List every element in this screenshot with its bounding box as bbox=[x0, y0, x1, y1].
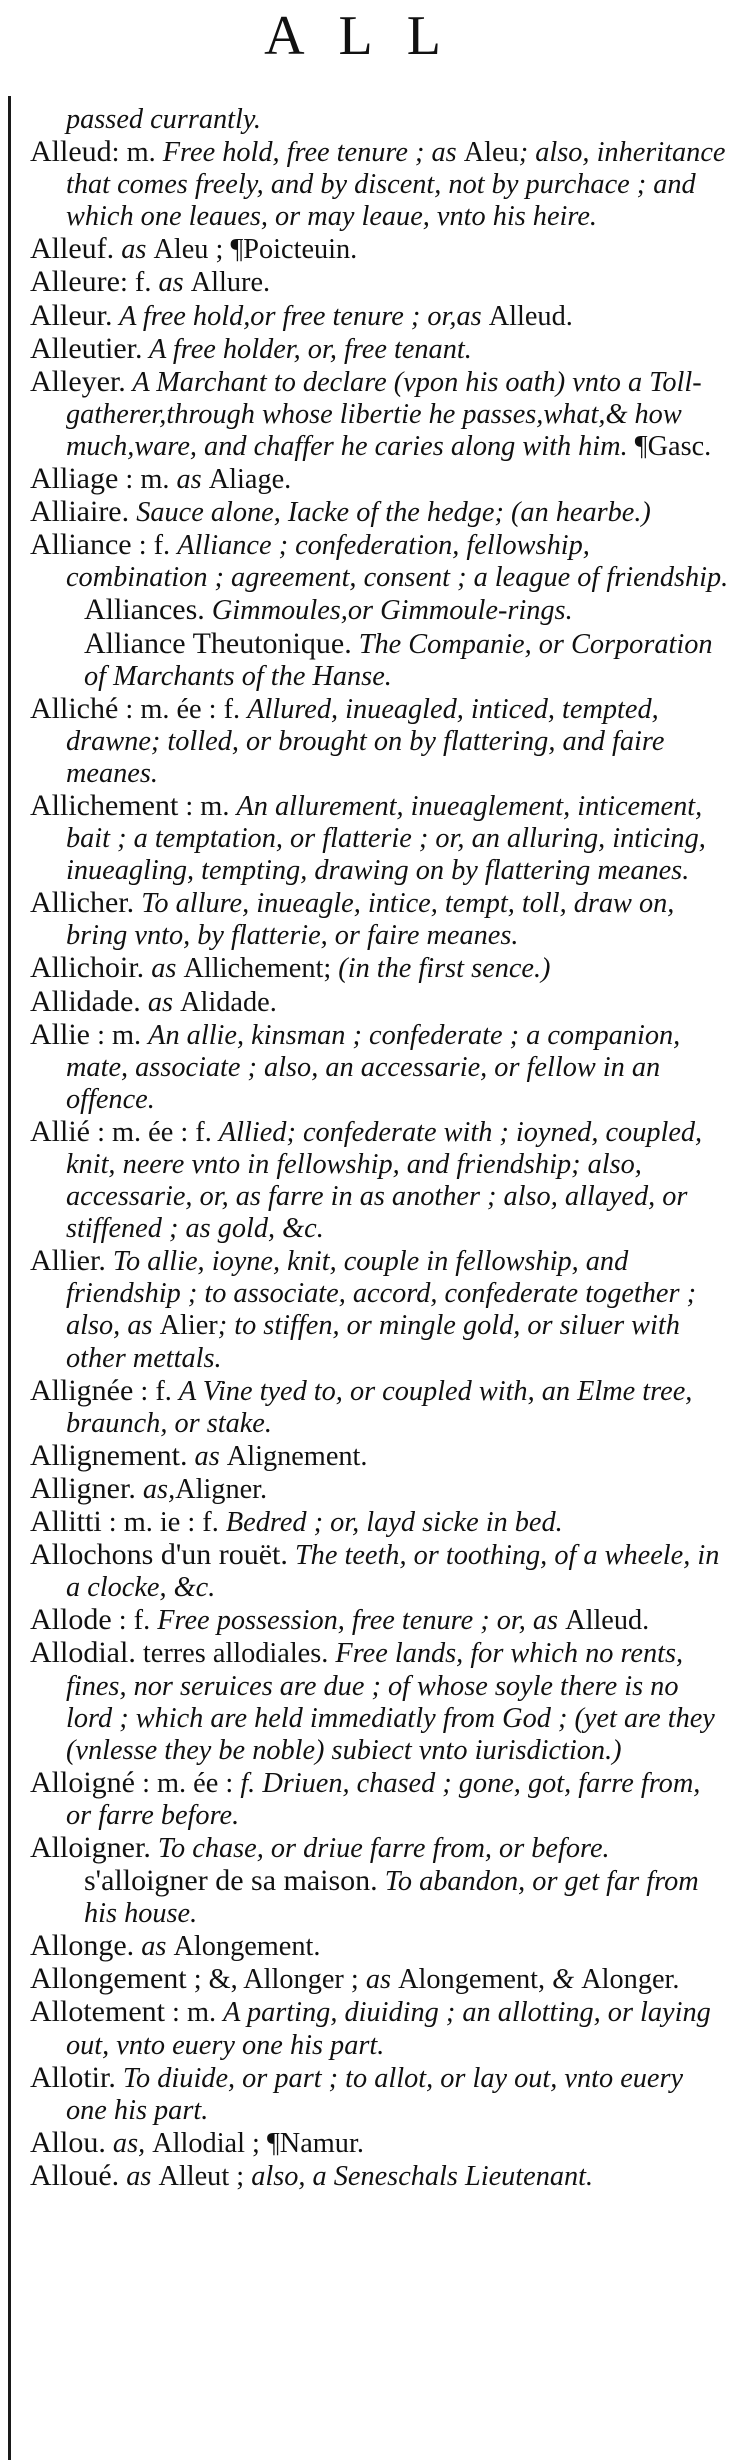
dictionary-entry bbox=[30, 1440, 730, 1473]
entry-headword: Allitti bbox=[30, 1505, 102, 1539]
dictionary-entry bbox=[30, 1019, 730, 1116]
entry-text: Allured, inueagled, inticed, tempted, drawne; tolled, or brought on by flattering, and faire meanes. bbox=[66, 693, 665, 789]
entry-text: Allure. bbox=[190, 267, 271, 299]
entry-headword: Allotement bbox=[30, 1995, 165, 2029]
entry-headword: Alloué. bbox=[30, 2158, 120, 2192]
dictionary-entry bbox=[30, 1539, 730, 1604]
entry-text: To allure, inueagle, intice, tempt, toll, draw on, bring vnto, by flatterie, or faire meanes. bbox=[66, 888, 675, 952]
entry-text: : m. ée : f. bbox=[90, 1116, 219, 1148]
entry-text: Alongement, bbox=[398, 1964, 553, 1996]
entry-text: ; also, inheritance that comes freely, and by discent, not by purchace ; and which one leaues, or may leaue, vnto his heire. bbox=[66, 137, 726, 233]
dictionary-entry bbox=[30, 2062, 730, 2127]
entry-headword: Alligner. bbox=[30, 1471, 136, 1505]
entry-headword: Alleuf. bbox=[30, 232, 115, 266]
entry-text: Free possession, free tenure ; or, as bbox=[157, 1605, 566, 1637]
entry-text: : m. ée : f. bbox=[118, 693, 248, 725]
entry-text: as, bbox=[105, 2127, 153, 2159]
entry-text: as, bbox=[135, 1473, 176, 1505]
dictionary-entry bbox=[30, 366, 730, 463]
dictionary-entry bbox=[30, 496, 730, 529]
dictionary-entry bbox=[30, 300, 730, 333]
entry-text: To allie, ioyne, knit, couple in fellowship, and friendship ; to associate, accord, confederate together ; also, as bbox=[66, 1246, 696, 1342]
entry-text: & bbox=[552, 1964, 582, 1996]
dictionary-entry bbox=[30, 952, 730, 985]
entry-headword: Alliché bbox=[30, 691, 119, 725]
entry-headword: Alliance bbox=[30, 528, 132, 562]
dictionary-entry bbox=[30, 529, 730, 594]
entry-headword: Allignée bbox=[30, 1373, 134, 1407]
entry-text: A parting, diuiding ; an allotting, or laying out, vnto euery one his part. bbox=[66, 1997, 711, 2061]
entry-text: Alignement. bbox=[226, 1440, 368, 1472]
entry-text: Alier bbox=[159, 1310, 218, 1342]
entry-headword: Alliaire. bbox=[30, 495, 130, 529]
entry-text: Allodial ; ¶Namur. bbox=[152, 2127, 364, 2159]
entry-headword: Alleure bbox=[30, 265, 120, 299]
entry-text: To chase, or driue farre from, or before. bbox=[150, 1832, 610, 1864]
entry-text: ; &, Allonger ; bbox=[186, 1964, 366, 1996]
entry-text: The teeth, or toothing, of a wheele, in a clocke, &c. bbox=[66, 1540, 720, 1604]
dictionary-entry bbox=[30, 1473, 730, 1506]
entry-list bbox=[30, 104, 730, 2193]
dictionary-entry bbox=[30, 1245, 730, 1374]
dictionary-entry bbox=[30, 1116, 730, 1245]
entry-text: Free hold, free tenure ; as bbox=[162, 137, 464, 169]
entry-headword: Allodial. bbox=[30, 1636, 136, 1670]
entry-text: : f. bbox=[119, 267, 159, 299]
dictionary-entry bbox=[30, 1604, 730, 1637]
entry-text: : m. bbox=[111, 137, 163, 169]
entry-headword: Alliances. bbox=[84, 593, 205, 627]
entry-text: An allurement, inueaglement, inticement, bait ; a temptation, or flatterie ; or, an alluring, inticing, inueagling, tempting, drawing on by flattering meanes. bbox=[66, 790, 706, 887]
entry-text: as bbox=[119, 2160, 159, 2192]
entry-text: A Vine tyed to, or coupled with, an Elme tree, braunch, or stake. bbox=[66, 1375, 693, 1439]
entry-text: Aleu bbox=[463, 137, 519, 169]
entry-text: also, a Seneschals Lieutenant. bbox=[251, 2160, 594, 2192]
entry-text: Alonger. bbox=[581, 1964, 680, 1996]
entry-text: Free lands, for which no rents, fines, nor seruices are due ; of whose soyle there is no lord ; which are held immediatly from God ; (yet are they (vnlesse they be noble) subiect vnto iurisdiction.) bbox=[66, 1638, 715, 1766]
entry-text: Aliage. bbox=[208, 464, 292, 496]
entry-text: A Marchant to declare (vpon his oath) vnto a Toll-gatherer,through whose libertie he passes,what,& how much,ware, and chaffer he caries along with him. bbox=[66, 366, 702, 462]
dictionary-entry bbox=[30, 266, 730, 299]
entry-text: as bbox=[114, 234, 154, 266]
entry-text: as bbox=[144, 953, 184, 985]
entry-text: Gimmoules,or Gimmoule-rings. bbox=[204, 595, 573, 627]
entry-headword: Allichoir. bbox=[30, 951, 145, 985]
entry-headword: Allicher. bbox=[30, 886, 135, 920]
entry-text: : m. bbox=[164, 1997, 224, 2029]
entry-text: : f. bbox=[133, 1375, 179, 1407]
entry-text: Alidade. bbox=[180, 986, 277, 1018]
running-head: ALL bbox=[264, 5, 475, 67]
dictionary-entry bbox=[30, 2127, 730, 2160]
entry-headword: Alleud bbox=[30, 135, 112, 169]
dictionary-entry bbox=[30, 1832, 730, 1865]
entry-text: : m. bbox=[178, 790, 237, 822]
entry-text: : m. bbox=[118, 464, 177, 496]
dictionary-entry bbox=[30, 1963, 730, 1996]
entry-headword: Alleyer. bbox=[30, 364, 126, 398]
left-column-rule bbox=[8, 96, 11, 2460]
entry-headword: Allou. bbox=[30, 2125, 106, 2159]
dictionary-entry bbox=[30, 986, 730, 1019]
dictionary-entry bbox=[30, 790, 730, 887]
dictionary-entry bbox=[30, 1996, 730, 2061]
entry-headword: Allochons d'un rouët. bbox=[30, 1538, 288, 1572]
entry-headword: Allichement bbox=[30, 788, 179, 822]
entry-text: : f. bbox=[131, 530, 178, 562]
entry-headword: Alleutier. bbox=[30, 331, 143, 365]
entry-text: : m. bbox=[90, 1019, 149, 1051]
entry-headword: Allie bbox=[30, 1017, 90, 1051]
entry-text: as bbox=[134, 1931, 174, 1963]
entry-text: : f. bbox=[111, 1605, 158, 1637]
dictionary-entry bbox=[30, 594, 730, 627]
dictionary-entry bbox=[30, 1767, 730, 1832]
entry-text: Allied; confederate with ; ioyned, coupled, knit, neere vnto in fellowship, and friendship; also, accessarie, or, as farre in as another ; also, allayed, or stiffened ; as gold, &c. bbox=[66, 1116, 703, 1245]
entry-headword: Allotir. bbox=[30, 2060, 116, 2094]
entry-text: Alleut ; bbox=[158, 2160, 252, 2192]
dictionary-entry bbox=[30, 1865, 730, 1930]
dictionary-entry bbox=[30, 233, 730, 266]
entry-text: Alongement. bbox=[173, 1931, 321, 1963]
entry-headword: Alliance Theutonique. bbox=[84, 626, 352, 660]
entry-text: as bbox=[158, 267, 191, 299]
dictionary-entry bbox=[30, 463, 730, 496]
entry-text: : m. ée : bbox=[135, 1767, 241, 1799]
dictionary-entry bbox=[30, 136, 730, 233]
dictionary-entry bbox=[30, 1930, 730, 1963]
entry-text: as bbox=[176, 464, 209, 496]
entry-headword: Alliage bbox=[30, 462, 119, 496]
entry-text: Sauce alone, Iacke of the hedge; (an hearbe.) bbox=[129, 497, 651, 529]
entry-text: A free holder, or, free tenant. bbox=[142, 333, 472, 365]
entry-headword: Alloigner. bbox=[30, 1830, 151, 1864]
entry-text: The Companie, or Corporation of Marchants of the Hanse. bbox=[84, 628, 713, 692]
dictionary-entry bbox=[30, 333, 730, 366]
entry-text: Allichement; bbox=[183, 953, 339, 985]
entry-text: ; to stiffen, or mingle gold, or siluer with other mettals. bbox=[66, 1310, 680, 1374]
entry-text: To diuide, or part ; to allot, or lay out, vnto euery one his part. bbox=[66, 2062, 684, 2126]
entry-text: A free hold,or free tenure ; or,as bbox=[112, 300, 489, 332]
dictionary-entry bbox=[30, 887, 730, 952]
entry-text: passed currantly. bbox=[66, 104, 261, 135]
entry-headword: Alloigné bbox=[30, 1765, 135, 1799]
entry-text: terres allodiales. bbox=[135, 1638, 336, 1670]
entry-text: An allie, kinsman ; confederate ; a companion, mate, associate ; also, an accessarie, or fellow in an offence. bbox=[66, 1019, 681, 1115]
dictionary-entry bbox=[30, 1375, 730, 1440]
dictionary-entry bbox=[30, 628, 730, 693]
entry-text: as bbox=[365, 1964, 399, 1996]
entry-headword: Allignement. bbox=[30, 1438, 188, 1472]
entry-headword: Allode bbox=[30, 1603, 112, 1637]
entry-text: as bbox=[140, 986, 181, 1018]
entry-text: Alleud. bbox=[565, 1605, 650, 1637]
dictionary-entry bbox=[30, 693, 730, 790]
entry-text: To abandon, or get far from his house. bbox=[84, 1866, 699, 1930]
entry-headword: Alleur. bbox=[30, 298, 113, 332]
entry-text: : m. ie : f. bbox=[101, 1507, 226, 1539]
entry-text: Aleu ; ¶Poicteuin. bbox=[153, 234, 358, 266]
entry-text: (in the first sence.) bbox=[338, 953, 551, 985]
entry-text: f. Driuen, chased ; gone, got, farre from, or farre before. bbox=[66, 1767, 701, 1831]
entry-text: Alleud. bbox=[488, 300, 573, 332]
dictionary-entry bbox=[30, 104, 730, 136]
entry-headword: Allongement bbox=[30, 1962, 187, 1996]
dictionary-entry bbox=[30, 2160, 730, 2193]
dictionary-entry bbox=[30, 1637, 730, 1766]
entry-text: Alliance ; confederation, fellowship, combination ; agreement, consent ; a league of friendship. bbox=[66, 530, 729, 594]
entry-headword: s'alloigner de sa maison. bbox=[84, 1864, 378, 1898]
entry-text: as bbox=[187, 1440, 227, 1472]
entry-text: Aligner. bbox=[175, 1473, 268, 1505]
entry-headword: Allonge. bbox=[30, 1929, 135, 1963]
entry-text: Bedred ; or, layd sicke in bed. bbox=[225, 1507, 563, 1539]
entry-headword: Allier. bbox=[30, 1244, 106, 1278]
dictionary-entry bbox=[30, 1506, 730, 1539]
entry-headword: Allié bbox=[30, 1114, 90, 1148]
entry-text: ¶Gasc. bbox=[627, 430, 712, 462]
entry-headword: Allidade. bbox=[30, 984, 141, 1018]
